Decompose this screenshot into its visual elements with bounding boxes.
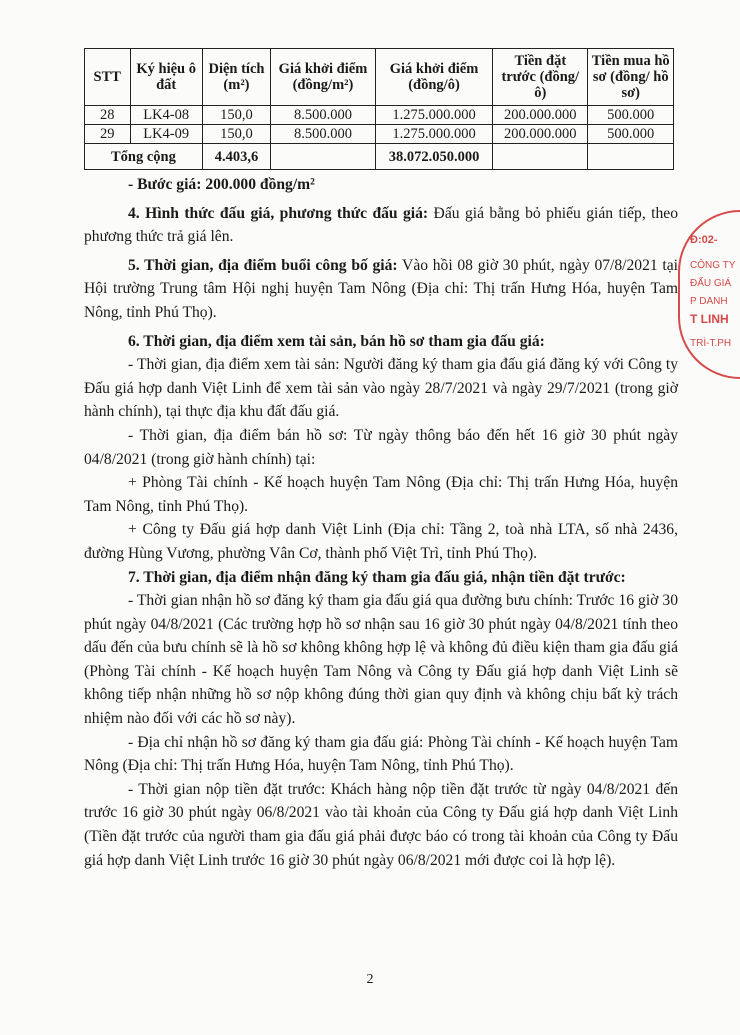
section-6-para-4: + Công ty Đấu giá hợp danh Việt Linh (Địa chỉ: Tầng 2, toà nhà LTA, số nhà 2436, đường Hùng Vương, phường Vân Cơ, thành phố Việt Trì, tỉnh Phú Thọ). <box>84 521 678 562</box>
page-number: 2 <box>366 972 374 987</box>
cell: 200.000.000 <box>493 125 588 144</box>
cell: 500.000 <box>588 106 674 125</box>
section-5-title: 5. Thời gian, địa điểm buổi công bố giá: <box>128 256 398 274</box>
stamp-text: ĐẤU GIÁ <box>690 278 732 289</box>
header-price-per-lot: Giá khởi điểm (đồng/ô) <box>375 49 492 106</box>
cell: 150,0 <box>202 125 270 144</box>
header-stt: STT <box>85 49 131 106</box>
table-row <box>85 106 674 125</box>
header-lot-code: Ký hiệu ô đất <box>130 49 202 106</box>
cell: 29 <box>85 125 131 144</box>
section-5 <box>84 254 678 325</box>
section-6-title: 6. Thời gian, địa điểm xem tài sản, bán hồ sơ tham gia đấu giá: <box>128 332 545 350</box>
cell <box>493 144 588 170</box>
cell: 150,0 <box>202 106 270 125</box>
cell: 8.500.000 <box>271 106 376 125</box>
cell: LK4-09 <box>130 125 202 144</box>
cell: 1.275.000.000 <box>375 106 492 125</box>
table-header-row <box>85 49 674 106</box>
total-area: 4.403,6 <box>202 144 270 170</box>
section-7-para-1: - Thời gian nhận hồ sơ đăng ký tham gia đấu giá qua đường bưu chính: Trước 16 giờ 30 phút ngày 04/8/2021 (Các trường hợp hồ sơ nhận sau 16 giờ 30 phút ngày 04/8/2021 tính theo dấu đến của bưu chính sẽ là hồ sơ không không hợp lệ và không đủ điều kiện tham gia đấu giá (Phòng Tài chính - Kế hoạch huyện Tam Nông và Công ty Đấu giá hợp danh Việt Linh sẽ không tiếp nhận những hồ sơ nộp không đúng thời gian quy định và không chịu bất kỳ trách nhiệm nào đối với các hồ sơ này). <box>84 592 678 728</box>
stamp-text: Đ:02- <box>690 234 718 246</box>
red-seal-stamp <box>678 210 740 379</box>
header-deposit: Tiền đặt trước (đồng/ô) <box>493 49 588 106</box>
section-5-text: Vào hồi 08 giờ 30 phút, ngày 07/8/2021 tại Hội trường Trung tâm Hội nghị huyện Tam Nông (Địa chỉ: Thị trấn Hưng Hóa, huyện Tam Nông, tỉnh Phú Thọ). <box>84 256 678 321</box>
section-4 <box>84 202 678 249</box>
header-dossier-fee: Tiền mua hồ sơ (đồng/ hồ sơ) <box>588 49 674 106</box>
cell: 200.000.000 <box>493 106 588 125</box>
section-6-para-3: + Phòng Tài chính - Kế hoạch huyện Tam Nông (Địa chỉ: Thị trấn Hưng Hóa, huyện Tam Nông, tỉnh Phú Thọ). <box>84 474 678 515</box>
land-lots-table <box>84 48 674 170</box>
stamp-text: TRÌ-T.PH <box>690 338 732 349</box>
cell: LK4-08 <box>130 106 202 125</box>
bid-step: - Bước giá: 200.000 đồng/m² <box>128 176 315 193</box>
cell: 28 <box>85 106 131 125</box>
section-6-para-1: - Thời gian, địa điểm xem tài sản: Người đăng ký tham gia đấu giá đăng ký với Công ty Đấu giá hợp danh Việt Linh để xem tài sản vào ngày 28/7/2021 và ngày 29/7/2021 (trong giờ hành chính), tại thực địa khu đất đấu giá. <box>84 356 678 421</box>
section-4-title: 4. Hình thức đấu giá, phương thức đấu giá: <box>128 204 429 222</box>
section-7-para-3: - Thời gian nộp tiền đặt trước: Khách hàng nộp tiền đặt trước từ ngày 04/8/2021 đến trước 16 giờ 30 phút ngày 06/8/2021 vào tài khoản của Công ty Đấu giá hợp danh Việt Linh (Tiền đặt trước của người tham gia đấu giá phải được báo có trong tài khoản của Công ty Đấu giá hợp danh Việt Linh trước 16 giờ 30 phút ngày 06/8/2021 mới được coi là hợp lệ). <box>84 780 678 869</box>
section-7-para-2: - Địa chỉ nhận hồ sơ đăng ký tham gia đấu giá: Phòng Tài chính - Kế hoạch huyện Tam Nông (Địa chỉ: Thị trấn Hưng Hóa, huyện Tam Nông, tỉnh Phú Thọ). <box>84 733 678 775</box>
section-4-text: Đấu giá bằng bỏ phiếu gián tiếp, theo phương thức trả giá lên. <box>84 204 679 246</box>
section-6-para-2: - Thời gian, địa điểm bán hồ sơ: Từ ngày thông báo đến hết 16 giờ 30 phút ngày 04/8/2021 (trong giờ hành chính) tại: <box>84 426 678 468</box>
stamp-text: P DANH <box>690 296 728 307</box>
section-7-title: 7. Thời gian, địa điểm nhận đăng ký tham gia đấu giá, nhận tiền đặt trước: <box>128 568 626 586</box>
cell <box>271 144 376 170</box>
stamp-text: CÔNG TY <box>690 260 736 271</box>
cell: 1.275.000.000 <box>375 125 492 144</box>
table-row <box>85 125 674 144</box>
header-area: Diện tích (m²) <box>202 49 270 106</box>
header-price-per-m2: Giá khởi điểm (đồng/m²) <box>271 49 376 106</box>
cell <box>588 144 674 170</box>
cell: 8.500.000 <box>271 125 376 144</box>
cell: 500.000 <box>588 125 674 144</box>
table-total-row <box>85 144 674 170</box>
total-label: Tổng cộng <box>85 144 203 170</box>
stamp-text: T LINH <box>690 312 729 326</box>
document-body <box>84 173 678 872</box>
total-price: 38.072.050.000 <box>375 144 492 170</box>
